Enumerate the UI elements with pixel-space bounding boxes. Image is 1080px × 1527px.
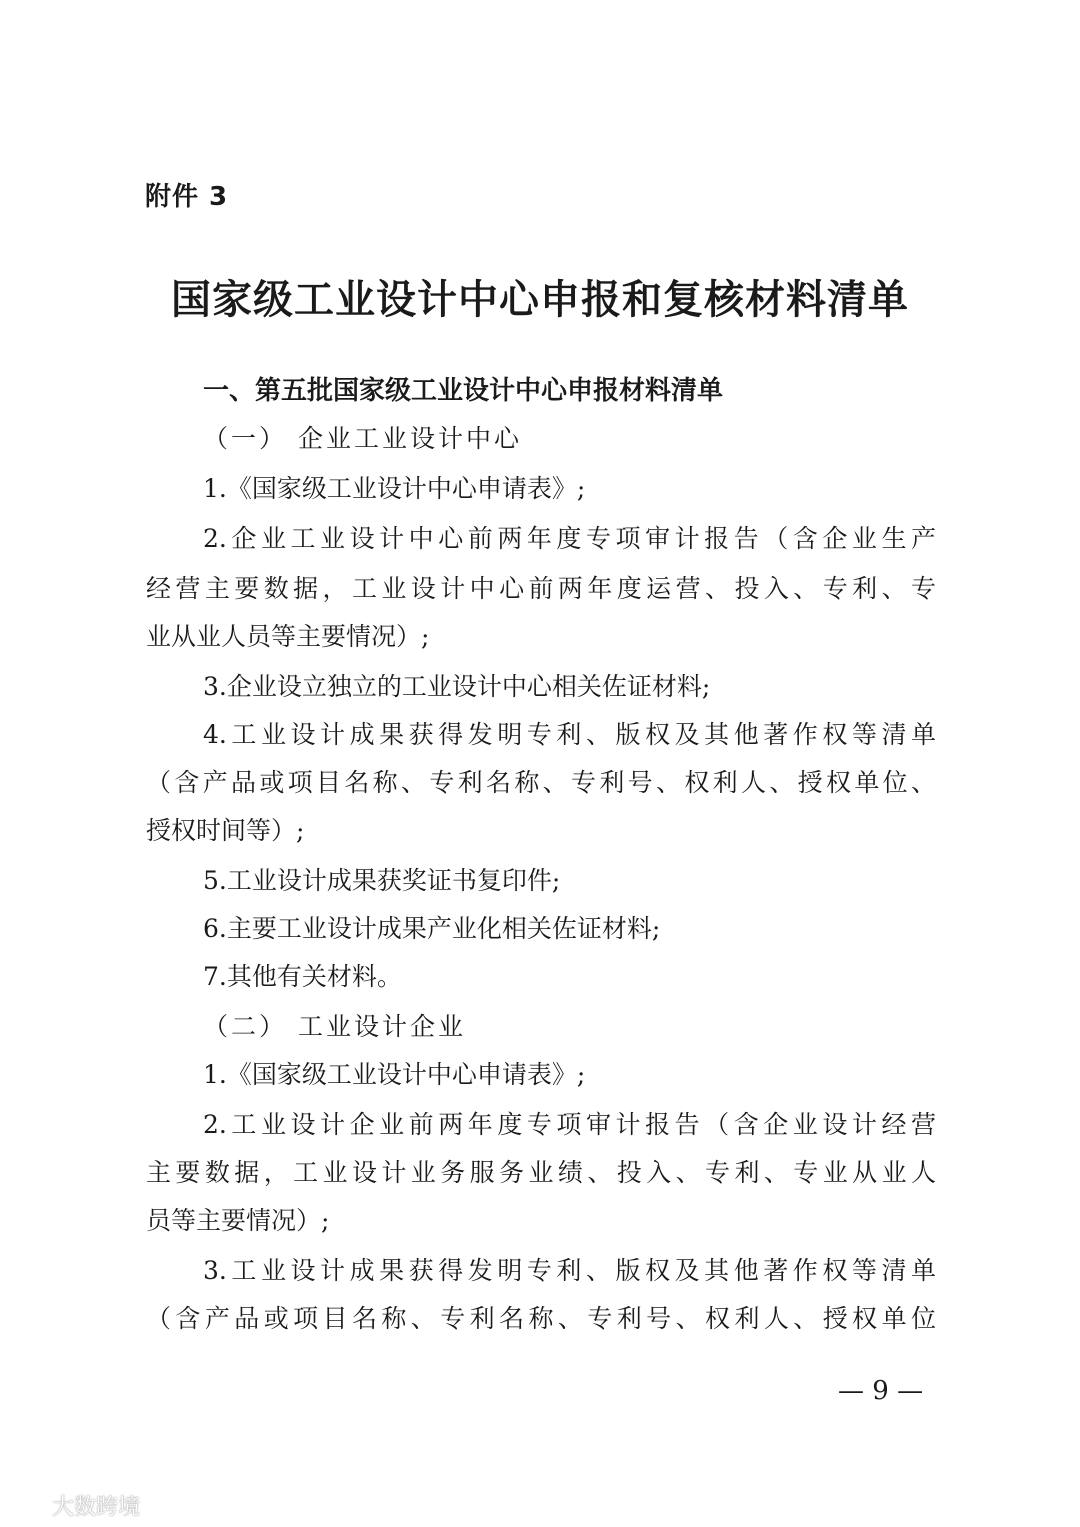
list-item: 1.《国家级工业设计中心申请表》; (203, 1060, 586, 1089)
list-item: 2.工业设计企业前两年度专项审计报告（含企业设计经营 (203, 1110, 936, 1139)
list-item-continuation: 业从业人员等主要情况）; (146, 622, 430, 651)
watermark-logo-icon (12, 1493, 46, 1519)
section-heading: 一、第五批国家级工业设计中心申报材料清单 (203, 376, 724, 406)
list-item: 6.主要工业设计成果产业化相关佐证材料; (203, 914, 661, 943)
list-item-continuation: 主要数据，工业设计业务服务业绩、投入、专利、专业从业人 (146, 1158, 936, 1187)
list-item: 2.企业工业设计中心前两年度专项审计报告（含企业生产 (203, 524, 936, 553)
list-item-continuation: 授权时间等）; (146, 816, 305, 845)
list-item-continuation: （含产品或项目名称、专利名称、专利号、权利人、授权单位 (146, 1304, 936, 1333)
list-item: 7.其他有关材料。 (203, 962, 402, 991)
list-item: 5.工业设计成果获奖证书复印件; (203, 866, 561, 895)
list-item-continuation: （含产品或项目名称、专利名称、专利号、权利人、授权单位、 (146, 768, 936, 797)
list-item-continuation: 经营主要数据，工业设计中心前两年度运营、投入、专利、专 (146, 574, 936, 603)
list-item: 3.企业设立独立的工业设计中心相关佐证材料; (203, 672, 711, 701)
page-number: — 9 — (838, 1376, 924, 1406)
watermark (12, 1490, 140, 1521)
attachment-label: 附件 3 (145, 182, 229, 212)
subsection-heading: （二） 工业设计企业 (203, 1012, 466, 1041)
subsection-heading: （一） 企业工业设计中心 (203, 424, 522, 453)
watermark-text: 大数跨境 (52, 1495, 141, 1520)
document-title: 国家级工业设计中心申报和复核材料清单 (171, 276, 909, 323)
list-item: 3.工业设计成果获得发明专利、版权及其他著作权等清单 (203, 1256, 936, 1285)
list-item: 1.《国家级工业设计中心申请表》; (203, 474, 586, 503)
list-item: 4.工业设计成果获得发明专利、版权及其他著作权等清单 (203, 720, 936, 749)
list-item-continuation: 员等主要情况）; (146, 1206, 330, 1235)
